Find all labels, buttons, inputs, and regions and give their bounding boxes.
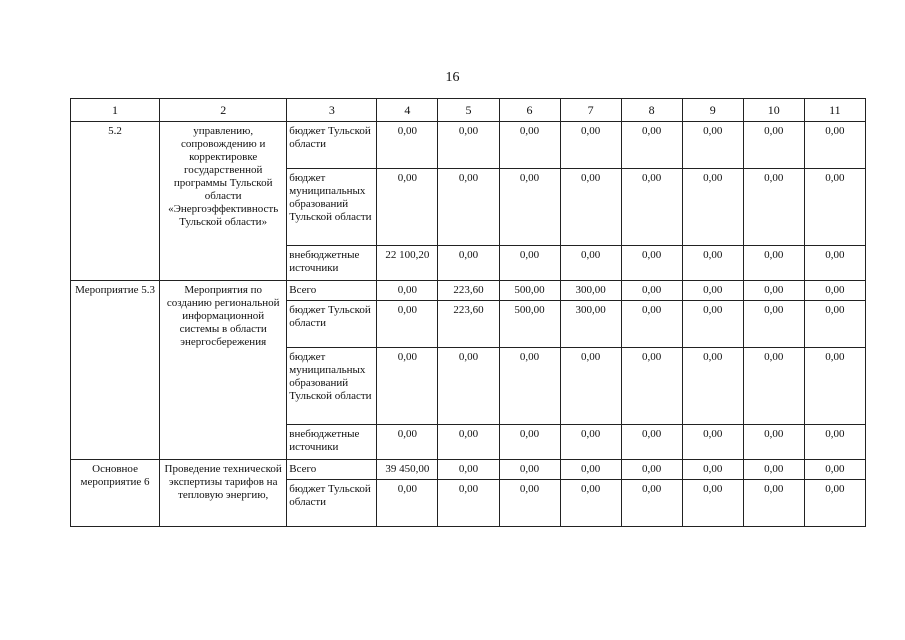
value-cell: 0,00 [621,301,682,348]
value-cell: 0,00 [560,348,621,425]
value-cell: 0,00 [804,348,865,425]
funding-source-cell: бюджет Тульской области [287,480,377,527]
measure-number-cell: Мероприятие 5.3 [71,281,160,460]
value-cell: 0,00 [438,425,499,460]
value-cell: 0,00 [804,301,865,348]
header-cell: 3 [287,99,377,122]
funding-source-cell: Всего [287,460,377,480]
value-cell: 300,00 [560,281,621,301]
funding-source-cell: бюджет муниципальных образований Тульской области [287,348,377,425]
value-cell: 300,00 [560,301,621,348]
value-cell: 0,00 [804,480,865,527]
header-cell: 4 [377,99,438,122]
value-cell: 0,00 [438,348,499,425]
value-cell: 0,00 [377,122,438,169]
header-cell: 5 [438,99,499,122]
table-header-row [71,99,866,122]
value-cell: 0,00 [743,348,804,425]
value-cell: 0,00 [682,122,743,169]
value-cell: 0,00 [438,460,499,480]
value-cell: 0,00 [743,480,804,527]
value-cell: 0,00 [438,246,499,281]
header-cell: 11 [804,99,865,122]
value-cell: 0,00 [621,246,682,281]
value-cell: 0,00 [804,169,865,246]
value-cell: 0,00 [621,348,682,425]
value-cell: 0,00 [804,460,865,480]
value-cell: 0,00 [377,169,438,246]
header-cell: 10 [743,99,804,122]
header-cell: 1 [71,99,160,122]
value-cell: 0,00 [499,425,560,460]
value-cell: 0,00 [682,169,743,246]
value-cell: 0,00 [682,425,743,460]
value-cell: 0,00 [682,460,743,480]
value-cell: 0,00 [804,425,865,460]
page-number: 16 [445,70,460,85]
value-cell: 0,00 [560,425,621,460]
value-cell: 0,00 [804,122,865,169]
value-cell: 0,00 [560,480,621,527]
value-cell: 0,00 [682,301,743,348]
header-cell: 2 [160,99,287,122]
value-cell: 0,00 [499,122,560,169]
value-cell: 0,00 [377,425,438,460]
measure-number-cell: 5.2 [71,122,160,281]
funding-source-cell: внебюджетные источники [287,246,377,281]
header-cell: 6 [499,99,560,122]
funding-source-cell: бюджет Тульской области [287,122,377,169]
value-cell: 0,00 [743,122,804,169]
value-cell: 0,00 [560,169,621,246]
value-cell: 0,00 [682,246,743,281]
value-cell: 223,60 [438,281,499,301]
header-cell: 9 [682,99,743,122]
table-row [71,281,866,301]
value-cell: 22 100,20 [377,246,438,281]
value-cell: 0,00 [560,460,621,480]
table-row [71,460,866,480]
value-cell: 0,00 [499,480,560,527]
header-cell: 7 [560,99,621,122]
budget-table [70,98,866,527]
value-cell: 500,00 [499,281,560,301]
value-cell: 0,00 [499,348,560,425]
header-cell: 8 [621,99,682,122]
value-cell: 0,00 [743,301,804,348]
value-cell: 0,00 [438,122,499,169]
value-cell: 0,00 [743,425,804,460]
value-cell: 0,00 [621,460,682,480]
measure-name-cell: Мероприятия по созданию региональной информационной системы в области энергосбережения [160,281,287,460]
value-cell: 0,00 [621,122,682,169]
value-cell: 0,00 [377,348,438,425]
funding-source-cell: бюджет муниципальных образований Тульской области [287,169,377,246]
measure-name-cell: Проведение технической экспертизы тарифов на тепловую энергию, [160,460,287,527]
value-cell: 39 450,00 [377,460,438,480]
value-cell: 0,00 [621,169,682,246]
measure-number-cell: Основное мероприятие 6 [71,460,160,527]
funding-source-cell: Всего [287,281,377,301]
value-cell: 0,00 [804,246,865,281]
value-cell: 0,00 [682,281,743,301]
funding-source-cell: внебюджетные источники [287,425,377,460]
value-cell: 0,00 [499,169,560,246]
value-cell: 0,00 [377,281,438,301]
value-cell: 0,00 [682,480,743,527]
value-cell: 0,00 [621,480,682,527]
value-cell: 0,00 [743,169,804,246]
value-cell: 0,00 [499,246,560,281]
value-cell: 0,00 [377,480,438,527]
value-cell: 0,00 [438,169,499,246]
value-cell: 0,00 [682,348,743,425]
value-cell: 0,00 [743,246,804,281]
value-cell: 0,00 [804,281,865,301]
value-cell: 0,00 [621,425,682,460]
funding-source-cell: бюджет Тульской области [287,301,377,348]
value-cell: 0,00 [438,480,499,527]
value-cell: 0,00 [743,460,804,480]
value-cell: 223,60 [438,301,499,348]
measure-name-cell: управлению, сопровождению и корректировке государственной программы Тульской области «Энергоэффективность Тульской области» [160,122,287,281]
value-cell: 0,00 [377,301,438,348]
value-cell: 0,00 [743,281,804,301]
value-cell: 0,00 [499,460,560,480]
value-cell: 0,00 [560,246,621,281]
value-cell: 0,00 [560,122,621,169]
table-row [71,122,866,169]
value-cell: 0,00 [621,281,682,301]
value-cell: 500,00 [499,301,560,348]
